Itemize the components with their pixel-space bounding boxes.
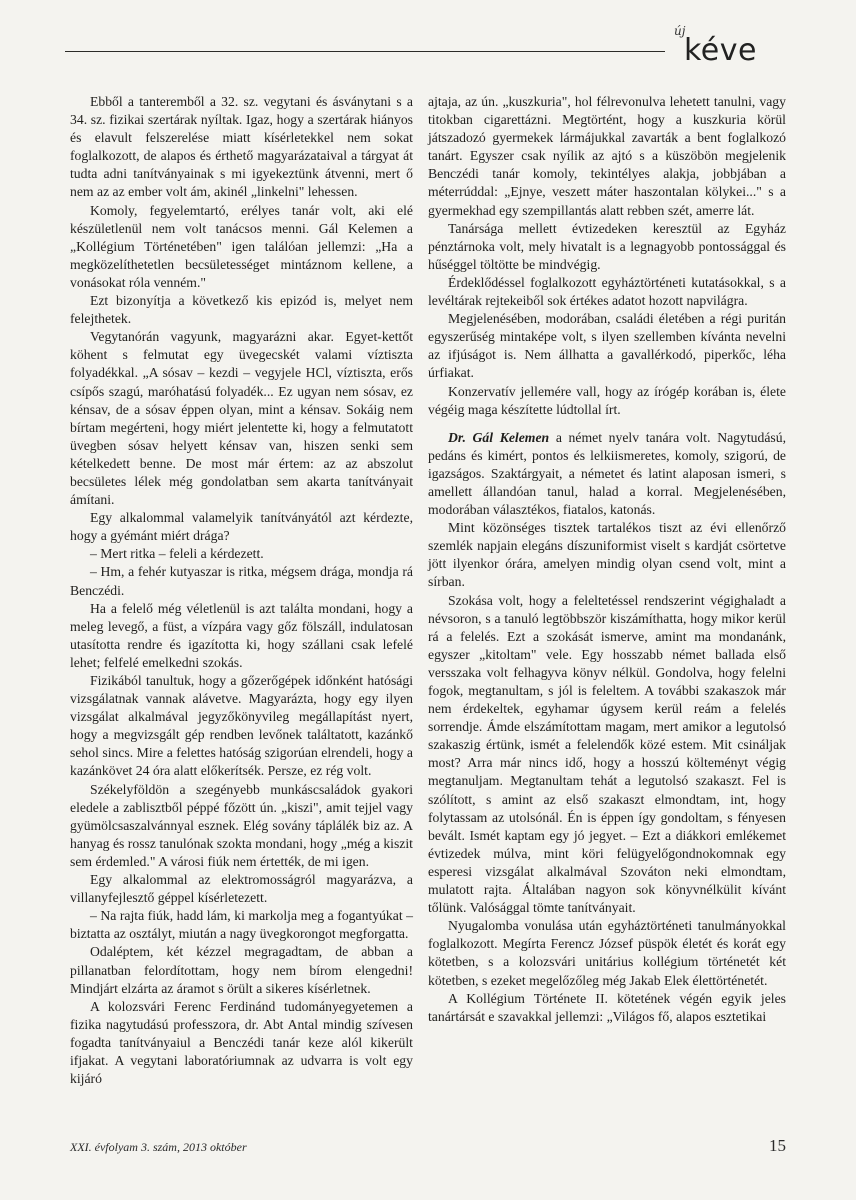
issue-info: XXI. évfolyam 3. szám, 2013 október (70, 1140, 247, 1154)
paragraph: Ha a felelő még véletlenül is azt találta mondani, hogy a meleg levegő, a füst, a vízpára vagy gőz fölszáll, indulatosan utasította rendre és igazította ki, hogy szállani csak lefelé lehet; felfelé emelkedni szokás. (70, 600, 413, 670)
section-gap (428, 419, 786, 429)
paragraph: – Na rajta fiúk, hadd lám, ki markolja meg a fogantyúkat – biztatta az osztályt, miután a nagy üvegkorongot megforgatta. (70, 908, 413, 942)
header-rule (65, 51, 665, 52)
paragraph: Székelyföldön a szegényebb munkáscsaládok gyakori eledele a zablisztből péppé főzött ún. „kiszi", amit tejjel vagy gyümölcsaszalvánnyal esznek. Elég sovány táplálék biz az. A hanyag és rossz tanulónak szokta mondani, hogy „még a kiszit sem érdemled." A városi fiúk nem értették, de mi igen. (70, 781, 413, 869)
paragraph: Ezt bizonyítja a következő kis epizód is, melyet nem felejthetek. (70, 293, 413, 327)
paragraph: Konzervatív jellemére vall, hogy az írógép korában is, élete végéig maga készítette lúdtollal írt. (428, 383, 786, 417)
logo-small-text: új (674, 24, 686, 38)
paragraph: Érdeklődéssel foglalkozott egyháztörténeti kutatásokkal, s a levéltárak rejtekeiből sok értékes adatot hozott napvilágra. (428, 274, 786, 309)
paragraph: – Mert ritka – feleli a kérdezett. (90, 546, 264, 562)
page-footer (70, 1136, 786, 1162)
logo-main-text: kéve (684, 33, 757, 68)
paragraph-text: a német nyelv tanára volt. Nagytudású, pedáns és kimért, pontos és lelkiismeretes, komoly, szigorú, de igazságos. Szaktárgyait, a németet és latint alaposan ismeri, s amellett állandóan tanul, halad a korral. Megjelenésében, modorában választékos, fiatalos, katonás. (428, 429, 786, 518)
paragraph: Vegytanórán vagyunk, magyarázni akar. Egyet-kettőt köhent s felmutat egy üvegecskét valami víztiszta folyadékkal. „A sósav – kezdi – vegyjele HCl, víztiszta, erős csípős szagú, maróhatású folyadék... Ez ugyan nem sósav, ez kénsav, de a sósav éppen olyan, mint a kénsav. Sokáig nem bírtam megérteni, hogy miért jelentette ki, hogy a felmutatott üvegben sósav helyett kénsav van, hiszen senki sem kételkedett benne. De most már értem: az az abszolut becsületes lélek még gondolatban sem akarta tanítványait ámítani. (70, 329, 413, 508)
paragraph: A Kollégium Története II. kötetének végén egyik jeles tanártársát e szavakkal jellemzi: „Világos fő, alapos esztetikai (428, 990, 786, 1024)
paragraph: Szokása volt, hogy a feleltetéssel rendszerint végighaladt a névsoron, s a tanuló legtöbbször kiszámíthatta, hogy mikor kerül rá a felelés. Ezt a szokását ismerve, amint ma mondanánk, egyszer „kitoltam" vele. Egy hosszabb német ballada első versszaka volt felhagyva könyv nélkül. Gondolva, hogy felelni fogok, megtanultam, s jól is feleltem. A további szakaszok már nem érdekeltek, egyhamar úgysem kerül reám a felelés sorrendje. Ámde elszámítottam magam, mert amikor a legutolsó szakaszig értünk, ismét a felelendők közé estem. Mit csináljak most? Arra már nincs idő, hogy a hosszú költeményt végig megtanuljam. Megtanultam tehát a legutolsó szakaszt. Fel is szólított, s amint az első szakaszt elmondtam, int, hogy folytassam az utolsónál. Én is éppen így gondoltam, s fényesen bevált. Ismét kaptam egy jó jegyet. – Ezt a diákkori emlékemet évtizedek múlva, mint köri felügyelőgondnokomnak egy esperesi vizsgálat alkalmával Szováton neki elmondtam, mulatott rajta. Általában nagyon sok könyvnélkülit kívánt tőlünk. Valósággal tömte tanítványait. (428, 592, 786, 916)
paragraph: Komoly, fegyelemtartó, erélyes tanár volt, aki elé készületlenül nem volt tanácsos menni. Gál Kelemen a „Kollégium Történetében" igen találóan jellemzi: „Ha a megközelíthetetlen becsületességet mintáznom kellene, a vonásokat róla venném." (70, 202, 413, 290)
paragraph: Tanársága mellett évtizedeken keresztül az Egyház pénztárnoka volt, mely hivatalt is a legnagyobb pontossággal és hűséggel töltötte be mindvégig. (428, 220, 786, 272)
paragraph: Egy alkalommal valamelyik tanítványától azt kérdezte, hogy a gyémánt miért drága? (70, 510, 413, 544)
paragraph: Ebből a tanteremből a 32. sz. vegytani és ásványtani s a 34. sz. fizikai szertárak nyíltak. Igaz, hogy a szertárak hiányos és elavult felszerelése miatt kísérletekkel nem sokat foglalkozott, de alapos és érthető magyarázataival a tárgyat át tudta adni tanítványainak s mi igyekeztünk átvenni, mert ő nem az az ember volt ám, akinél „linkelni" lehessen. (70, 94, 413, 200)
magazine-logo (672, 20, 812, 70)
paragraph: Nyugalomba vonulása után egyháztörténeti tanulmányokkal foglalkozott. Megírta Ferencz József püspök életét és korát egy kötetben, s a kolozsvári unitárius kollégium történetét két kötetben, s ezeket megelőzőleg még Jakab Elek élettörténetét. (428, 918, 786, 988)
paragraph: ajtaja, az ún. „kuszkuria", hol félrevonulva lehetett tanulni, vagy titokban cigarettázni. Megtörtént, hogy a kuszkuria körül játszadozó gyermekek lármájukkal zavarták a bent foglalkozó tanárt. Egyszer csak nyílik az ajtó s a küszöbön megjelenik Benczédi tanár komoly, tekintélyes alakja, jobbjában a méterrúddal: „Ejnye, veszett máter haszontalan kölykei..." s a gyermekhad egy szempillantás alatt rebben szét, amerre lát. (428, 94, 786, 218)
page-number: 15 (769, 1136, 786, 1155)
paragraph: Egy alkalommal az elektromosságról magyarázva, a villanyfejlesztő géppel kísérletezett. (70, 872, 413, 906)
section-intro-paragraph (428, 429, 786, 519)
paragraph: Odaléptem, két kézzel megragadtam, de abban a pillanatban felordítottam, hogy nem bírom elengedni! Mindjárt elzárta az áramot s örült a sikeres kísérletnek. (70, 944, 413, 996)
paragraph: Fizikából tanultuk, hogy a gőzerőgépek időnként hatósági vizsgálatnak vannak alávetve. Magyarázta, hogy egy ilyen vizsgálat alkalmával jegyzőkönyvileg megállapítást nyert, hogy a megvizsgált gép rendben levőnek találtatott, kazánkő sehol sincs. Mire a felettes hatóság szigorúan elrendeli, hogy a kazánkövet 24 óra alatt előkerítsék. Persze, ez rég volt. (70, 673, 413, 779)
paragraph: Megjelenésében, modorában, családi életében a régi puritán egyszerűség mintaképe volt, s ilyen szellemben kívánta nevelni az ifjúságot is. Nem állhatta a gavallérkodó, piperkőc, léha úrfiakat. (428, 311, 786, 381)
right-column (428, 93, 786, 1026)
paragraph: – Hm, a fehér kutyaszar is ritka, mégsem drága, mondja rá Benczédi. (70, 564, 413, 598)
teacher-name: Dr. Gál Kelemen (448, 429, 550, 445)
left-column (70, 93, 413, 1088)
paragraph: Mint közönséges tisztek tartalékos tiszt az évi ellenőrző szemlék napjain elegáns díszuniformist viselt s kardját csörtetve jött ilyenkor órára, amelyen mindig olyan csend volt, mint a sírban. (428, 520, 786, 590)
paragraph: A kolozsvári Ferenc Ferdinánd tudományegyetemen a fizika nagytudású professzora, dr. Abt Antal mindig szívesen fogadta tanítványaiul a Benczédi tanár keze alól kikerült ifjakat. A vegytani laboratóriumnak az udvarra is volt egy kijáró (70, 998, 413, 1087)
